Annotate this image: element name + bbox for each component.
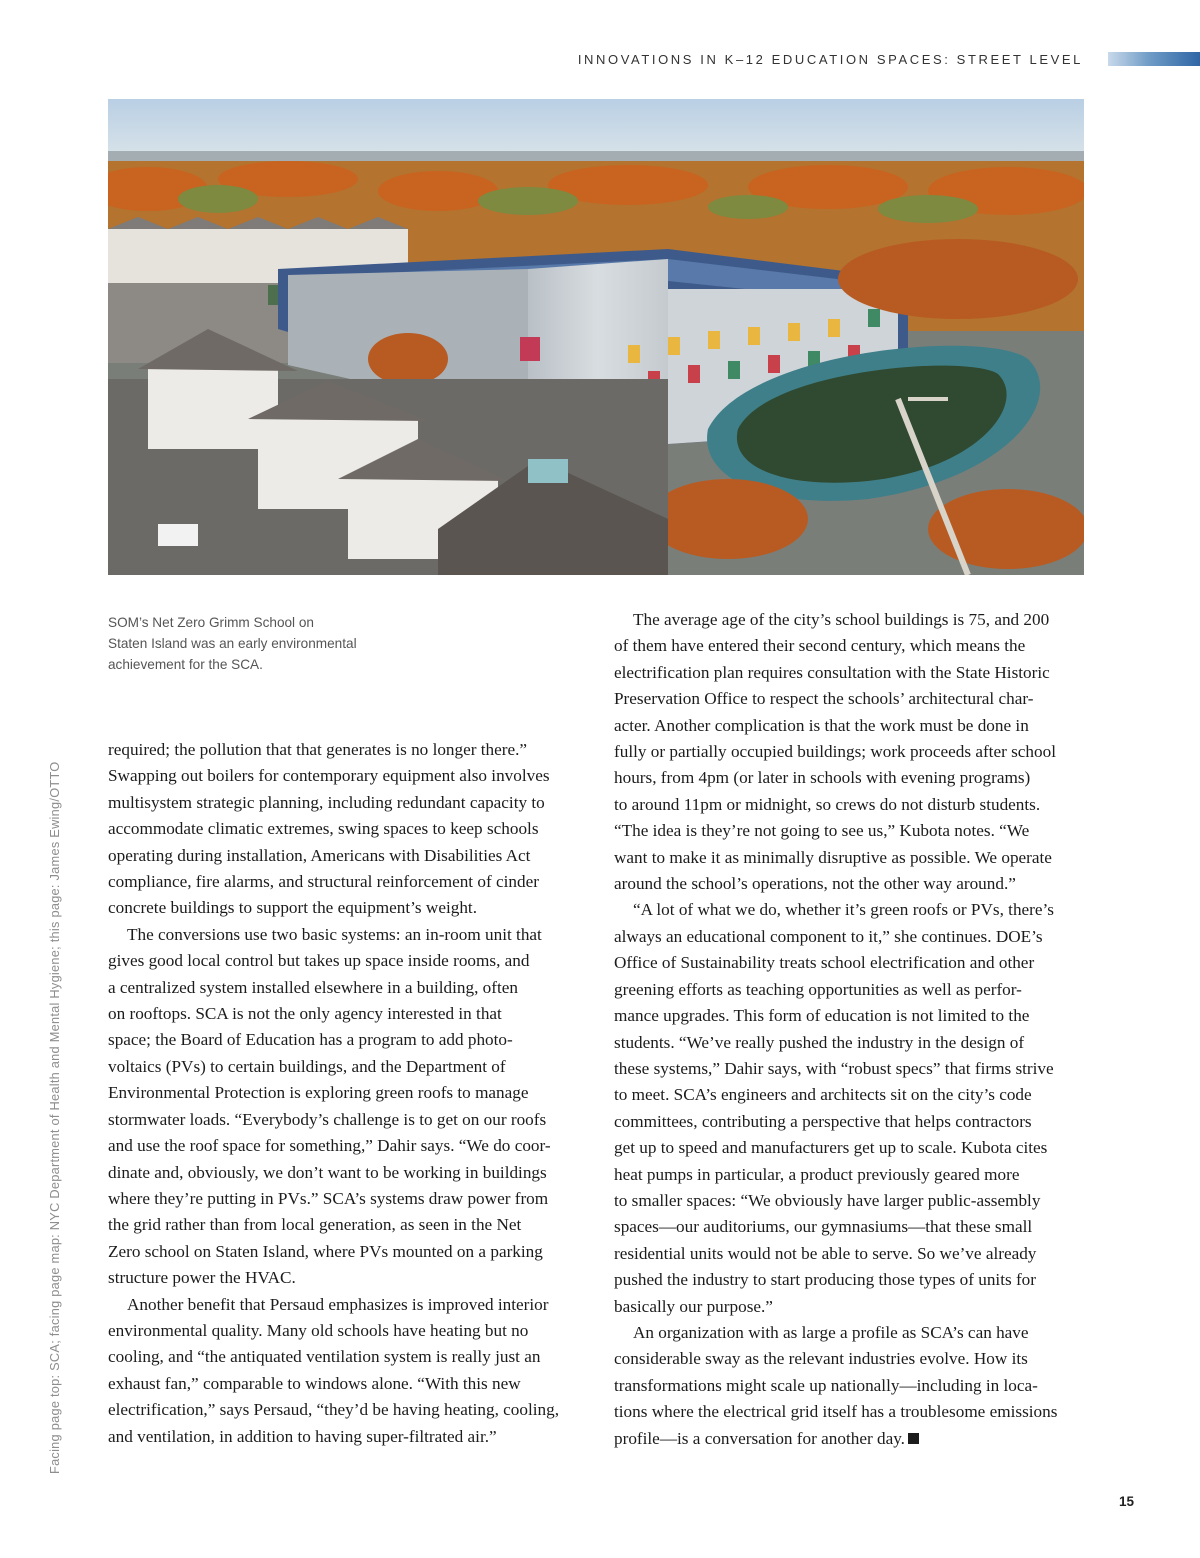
body-line: transformations might scale up nationally—including in loca- (614, 1375, 1038, 1395)
body-line: cooling, and “the antiquated ventilation system is really just an (108, 1347, 541, 1367)
body-line: to smaller spaces: “We obviously have larger public-assembly (614, 1190, 1041, 1210)
caption-line: Staten Island was an early environmental (108, 636, 357, 651)
body-line: gives good local control but takes up space inside rooms, and (108, 951, 530, 971)
body-line: tions where the electrical grid itself has a troublesome emissions (614, 1402, 1058, 1422)
body-line: space; the Board of Education has a program to add photo- (108, 1030, 513, 1050)
body-line: these systems,” Dahir says, with “robust specs” that firms strive (614, 1058, 1054, 1078)
body-line: electrification,” says Persaud, “they’d be having heating, cooling, (108, 1400, 560, 1420)
body-line: Another benefit that Persaud emphasizes is improved interior (127, 1294, 549, 1314)
body-line: concrete buildings to support the equipment’s weight. (108, 898, 477, 918)
body-line: The average age of the city’s school buildings is 75, and 200 (633, 610, 1050, 629)
body-line: stormwater loads. “Everybody’s challenge is to get on our roofs (108, 1109, 547, 1129)
body-line: exhaust fan,” comparable to windows alone. “With this new (108, 1373, 521, 1393)
body-line: get up to speed and manufacturers get up to scale. Kubota cites (614, 1138, 1048, 1158)
body-line: Office of Sustainability treats school electrification and other (614, 953, 1035, 973)
body-line: structure power the HVAC. (108, 1268, 296, 1288)
body-line: accommodate climatic extremes, swing spaces to keep schools (108, 819, 539, 839)
body-line: electrification plan requires consultation with the State Historic (614, 662, 1050, 682)
right-column (614, 607, 1086, 1452)
body-line-final (614, 1426, 1086, 1452)
body-line: around the school’s operations, not the other way around.” (614, 874, 1016, 894)
body-line: the grid rather than from local generation, as seen in the Net (108, 1215, 522, 1235)
left-column (108, 737, 580, 1450)
body-line: and use the roof space for something,” Dahir says. “We do coor- (108, 1136, 551, 1156)
body-line: “A lot of what we do, whether it’s green roofs or PVs, there’s (633, 900, 1054, 920)
body-line: environmental quality. Many old schools have heating but no (108, 1320, 529, 1340)
body-line: acter. Another complication is that the work must be done in (614, 715, 1029, 735)
caption-line: achievement for the SCA. (108, 657, 263, 672)
body-line: fully or partially occupied buildings; work proceeds after school (614, 742, 1056, 762)
photo-illustration (108, 99, 1084, 575)
body-line: “The idea is they’re not going to see us,” Kubota notes. “We (614, 821, 1030, 841)
body-line-text: profile—is a conversation for another day. (614, 1428, 905, 1448)
body-line: committees, contributing a perspective that helps contractors (614, 1111, 1032, 1131)
body-line: The conversions use two basic systems: an in-room unit that (127, 924, 542, 944)
body-line: required; the pollution that that generates is no longer there.” (108, 740, 528, 759)
header-accent-bar (1108, 52, 1200, 66)
body-line: Preservation Office to respect the schools’ architectural char- (614, 689, 1034, 709)
photo-caption (108, 612, 408, 675)
body-line: on rooftops. SCA is not the only agency interested in that (108, 1004, 502, 1024)
body-line: multisystem strategic planning, including redundant capacity to (108, 792, 545, 812)
body-line: Zero school on Staten Island, where PVs mounted on a parking (108, 1241, 543, 1261)
body-line: voltaics (PVs) to certain buildings, and the Department of (108, 1056, 506, 1076)
body-line: greening efforts as teaching opportunities as well as perfor- (614, 979, 1022, 999)
body-line: dinate and, obviously, we don’t want to be working in buildings (108, 1162, 547, 1182)
body-line: operating during installation, Americans with Disabilities Act (108, 845, 531, 865)
caption-line: SOM’s Net Zero Grimm School on (108, 615, 314, 630)
body-line: compliance, fire alarms, and structural reinforcement of cinder (108, 872, 539, 892)
aerial-school-photo (108, 99, 1084, 575)
body-line: to around 11pm or midnight, so crews do not disturb students. (614, 794, 1041, 814)
body-line: where they’re putting in PVs.” SCA’s systems draw power from (108, 1188, 549, 1208)
body-line: An organization with as large a profile as SCA’s can have (633, 1322, 1029, 1342)
body-line: a centralized system installed elsewhere in a building, often (108, 977, 518, 997)
body-line: basically our purpose.” (614, 1296, 773, 1316)
body-line: Environmental Protection is exploring green roofs to manage (108, 1083, 529, 1103)
body-line: residential units would not be able to serve. So we’ve already (614, 1243, 1037, 1263)
body-line: heat pumps in particular, a product previously geared more (614, 1164, 1020, 1184)
body-line: students. “We’ve really pushed the industry in the design of (614, 1032, 1025, 1052)
running-head: INNOVATIONS IN K–12 EDUCATION SPACES: STREET LEVEL (577, 52, 1083, 67)
page-number: 15 (1118, 1494, 1134, 1509)
body-line: mance upgrades. This form of education is not limited to the (614, 1006, 1030, 1026)
body-line: want to make it as minimally disruptive as possible. We operate (614, 847, 1052, 867)
end-of-article-mark (908, 1433, 919, 1444)
body-line: spaces—our auditoriums, our gymnasiums—that these small (614, 1217, 1033, 1237)
body-line: hours, from 4pm (or later in schools with evening programs) (614, 768, 1031, 788)
photo-credit: Facing page top: SCA; facing page map: NYC Department of Health and Mental Hygiene; this page: James Ewing/OTTO (47, 761, 62, 1474)
body-line: pushed the industry to start producing those types of units for (614, 1270, 1036, 1290)
body-line: considerable sway as the relevant industries evolve. How its (614, 1349, 1028, 1369)
body-line: of them have entered their second century, which means the (614, 636, 1026, 656)
body-line: always an educational component to it,” she continues. DOE’s (614, 926, 1043, 946)
body-line: Swapping out boilers for contemporary equipment also involves (108, 766, 550, 786)
body-line: and ventilation, in addition to having super-filtrated air.” (108, 1426, 497, 1446)
body-line: to meet. SCA’s engineers and architects sit on the city’s code (614, 1085, 1032, 1105)
